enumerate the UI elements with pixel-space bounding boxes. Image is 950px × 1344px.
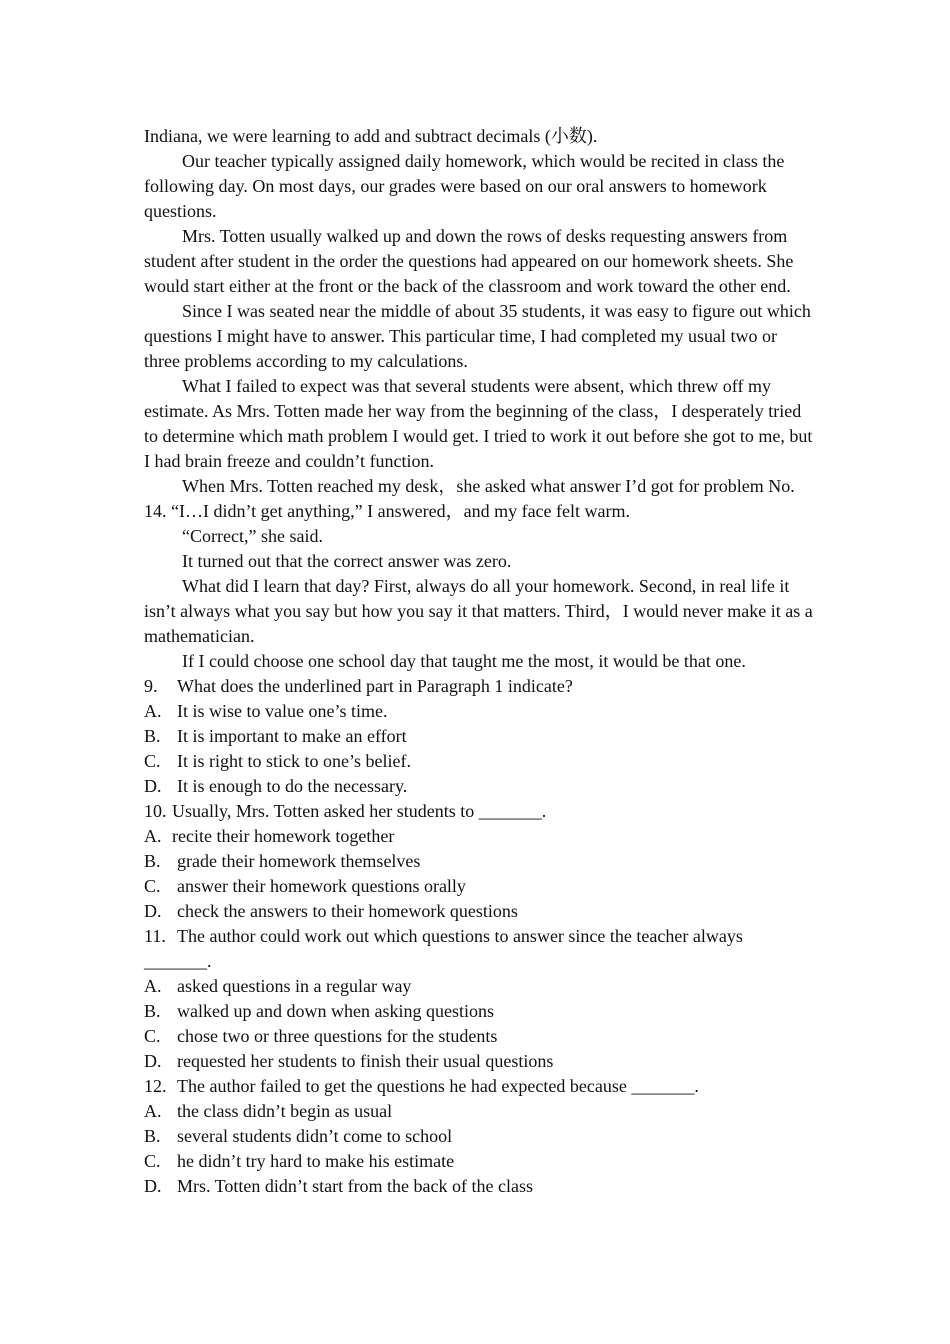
- question-11-option-b: [144, 999, 814, 1024]
- question-text: What does the underlined part in Paragraph 1 indicate?: [177, 676, 573, 696]
- document-body: [144, 124, 814, 1199]
- question-10-option-c: [144, 874, 814, 899]
- question-12-option-d: [144, 1174, 814, 1199]
- option-text: he didn’t try hard to make his estimate: [177, 1151, 455, 1171]
- question-12-option-b: [144, 1124, 814, 1149]
- passage-paragraph: Mrs. Totten usually walked up and down the rows of desks requesting answers from student after student in the order the questions had appeared on our homework sheets. She would start either at the front or the back of the classroom and work toward the other end.: [144, 226, 794, 296]
- option-text: walked up and down when asking questions: [177, 1001, 494, 1021]
- option-text: It is wise to value one’s time.: [177, 701, 388, 721]
- passage-paragraph: If I could choose one school day that taught me the most, it would be that one.: [182, 651, 746, 671]
- option-text: It is right to stick to one’s belief.: [177, 751, 411, 771]
- option-letter: A.: [144, 701, 162, 721]
- passage-paragraph: When Mrs. Totten reached my desk，she asked what answer I’d got for problem No. 14. “I…I didn’t get anything,” I answered，and my face felt warm.: [144, 476, 795, 521]
- passage-paragraph: It turned out that the correct answer was zero.: [182, 551, 512, 571]
- option-text: chose two or three questions for the students: [177, 1026, 498, 1046]
- question-9-option-a: [144, 699, 814, 724]
- question-12-option-c: [144, 1149, 814, 1174]
- option-text: answer their homework questions orally: [177, 876, 466, 896]
- option-letter: D.: [144, 1051, 162, 1071]
- option-letter: A.: [144, 976, 162, 996]
- question-10-option-d: [144, 899, 814, 924]
- question-9-option-d: [144, 774, 814, 799]
- option-text: check the answers to their homework questions: [177, 901, 518, 921]
- question-11-option-a: [144, 974, 814, 999]
- option-text: grade their homework themselves: [177, 851, 421, 871]
- option-letter: D.: [144, 1176, 162, 1196]
- question-10-option-b: [144, 849, 814, 874]
- question-10-stem: [144, 799, 814, 824]
- option-text: It is enough to do the necessary.: [177, 776, 408, 796]
- question-text: Usually, Mrs. Totten asked her students to _______.: [172, 801, 547, 821]
- passage-paragraph: Our teacher typically assigned daily homework, which would be recited in class the following day. On most days, our grades were based on our oral answers to homework questions.: [144, 151, 785, 221]
- passage-paragraph: What I failed to expect was that several students were absent, which threw off my estimate. As Mrs. Totten made her way from the beginning of the class，I desperately tried to determine which math problem I would get. I tried to work it out before she got to me, but I had brain freeze and couldn’t function.: [144, 376, 813, 471]
- option-letter: D.: [144, 901, 162, 921]
- question-11-option-c: [144, 1024, 814, 1049]
- question-12-stem: [144, 1074, 814, 1099]
- question-10-option-a: [144, 824, 814, 849]
- option-letter: C.: [144, 751, 161, 771]
- option-letter: C.: [144, 876, 161, 896]
- option-text: the class didn’t begin as usual: [177, 1101, 393, 1121]
- option-text: Mrs. Totten didn’t start from the back of the class: [177, 1176, 534, 1196]
- question-number: 12.: [144, 1076, 167, 1096]
- option-letter: B.: [144, 851, 161, 871]
- option-letter: A.: [144, 1101, 162, 1121]
- question-number: 11.: [144, 926, 166, 946]
- option-letter: A.: [144, 826, 162, 846]
- option-text: It is important to make an effort: [177, 726, 407, 746]
- option-text: requested her students to finish their usual questions: [177, 1051, 554, 1071]
- question-number: 10.: [144, 801, 167, 821]
- question-number: 9.: [144, 676, 158, 696]
- option-letter: D.: [144, 776, 162, 796]
- option-text: asked questions in a regular way: [177, 976, 412, 996]
- question-11-stem: [144, 924, 814, 974]
- option-letter: B.: [144, 1001, 161, 1021]
- option-text: recite their homework together: [172, 826, 395, 846]
- option-letter: B.: [144, 726, 161, 746]
- option-text: several students didn’t come to school: [177, 1126, 453, 1146]
- passage-paragraph: Since I was seated near the middle of about 35 students, it was easy to figure out which questions I might have to answer. This particular time, I had completed my usual two or three problems according to my calculations.: [144, 301, 811, 371]
- question-9-option-c: [144, 749, 814, 774]
- question-text: The author could work out which questions to answer since the teacher always _______.: [144, 926, 743, 971]
- option-letter: C.: [144, 1026, 161, 1046]
- option-letter: B.: [144, 1126, 161, 1146]
- option-letter: C.: [144, 1151, 161, 1171]
- question-9-option-b: [144, 724, 814, 749]
- question-text: The author failed to get the questions he had expected because _______.: [177, 1076, 699, 1096]
- question-11-option-d: [144, 1049, 814, 1074]
- passage-paragraph: What did I learn that day? First, always do all your homework. Second, in real life it isn’t always what you say but how you say it that matters. Third，I would never make it as a mathematician.: [144, 576, 813, 646]
- question-9-stem: [144, 674, 814, 699]
- passage-paragraph: “Correct,” she said.: [182, 526, 323, 546]
- question-12-option-a: [144, 1099, 814, 1124]
- passage-paragraph: Indiana, we were learning to add and subtract decimals (小数).: [144, 126, 598, 146]
